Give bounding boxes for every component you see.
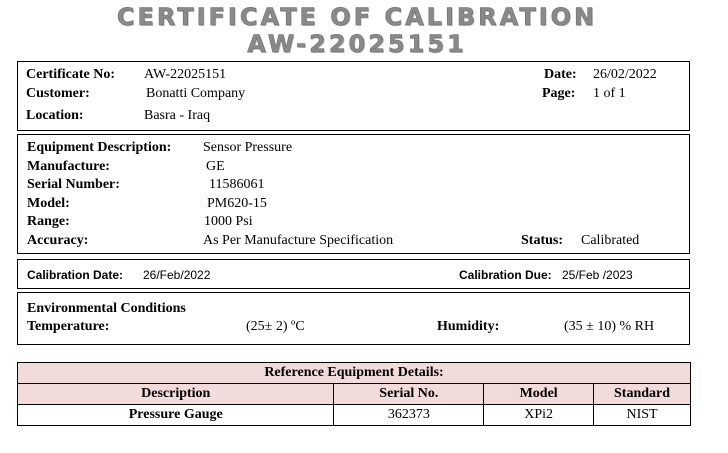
calibration-due-label: Calibration Due:	[459, 268, 552, 282]
environmental-conditions-section	[17, 292, 690, 345]
range-label: Range:	[27, 214, 70, 229]
cert-no-value: AW-22025151	[144, 67, 227, 82]
certificate-title: CERTIFICATE OF CALIBRATION	[116, 3, 598, 31]
accuracy-value: As Per Manufacture Specification	[203, 233, 394, 248]
model-value: PM620-15	[207, 196, 267, 211]
calibration-dates-section	[17, 259, 690, 289]
column-header-serial: Serial No.	[334, 384, 484, 405]
temperature-label: Temperature:	[27, 319, 110, 334]
calibration-due-value: 25/Feb /2023	[562, 268, 633, 282]
accuracy-label: Accuracy:	[27, 233, 89, 248]
cert-no-label: Certificate No:	[26, 67, 116, 82]
reference-equipment-table	[17, 362, 691, 426]
column-header-model: Model	[484, 384, 594, 405]
calibration-date-value: 26/Feb/2022	[143, 268, 211, 282]
row-model: XPi2	[484, 405, 594, 426]
row-description: Pressure Gauge	[18, 405, 334, 426]
range-value: 1000 Psi	[204, 214, 253, 229]
location-value: Basra - Iraq	[144, 108, 211, 123]
page-value: 1 of 1	[593, 86, 626, 101]
temperature-value: (25± 2) ºC	[246, 319, 305, 334]
certificate-info-section	[17, 61, 690, 131]
equipment-description-label: Equipment Description:	[27, 140, 172, 155]
equipment-description-value: Sensor Pressure	[203, 140, 293, 155]
date-value: 26/02/2022	[593, 67, 657, 82]
customer-label: Customer:	[26, 86, 90, 101]
manufacture-value: GE	[206, 159, 225, 174]
equipment-section	[17, 134, 690, 254]
status-value: Calibrated	[581, 233, 640, 248]
row-standard: NIST	[594, 405, 691, 426]
table-row	[18, 405, 691, 426]
location-label: Location:	[26, 108, 84, 123]
calibration-date-label: Calibration Date:	[27, 268, 124, 282]
serial-number-label: Serial Number:	[27, 177, 120, 192]
date-label: Date:	[544, 67, 577, 82]
column-header-description: Description	[18, 384, 334, 405]
humidity-label: Humidity:	[437, 319, 500, 334]
environmental-heading: Environmental Conditions	[27, 301, 186, 316]
certificate-number-title: AW-22025151	[247, 30, 467, 58]
manufacture-label: Manufacture:	[27, 159, 110, 174]
humidity-value: (35 ± 10) % RH	[564, 319, 655, 334]
serial-number-value: 11586061	[209, 177, 265, 192]
page-label: Page:	[542, 86, 576, 101]
customer-value: Bonatti Company	[146, 86, 246, 101]
column-header-standard: Standard	[594, 384, 691, 405]
model-label: Model:	[27, 196, 70, 211]
status-label: Status:	[521, 233, 564, 248]
row-serial: 362373	[334, 405, 484, 426]
reference-heading: Reference Equipment Details:	[18, 363, 691, 384]
